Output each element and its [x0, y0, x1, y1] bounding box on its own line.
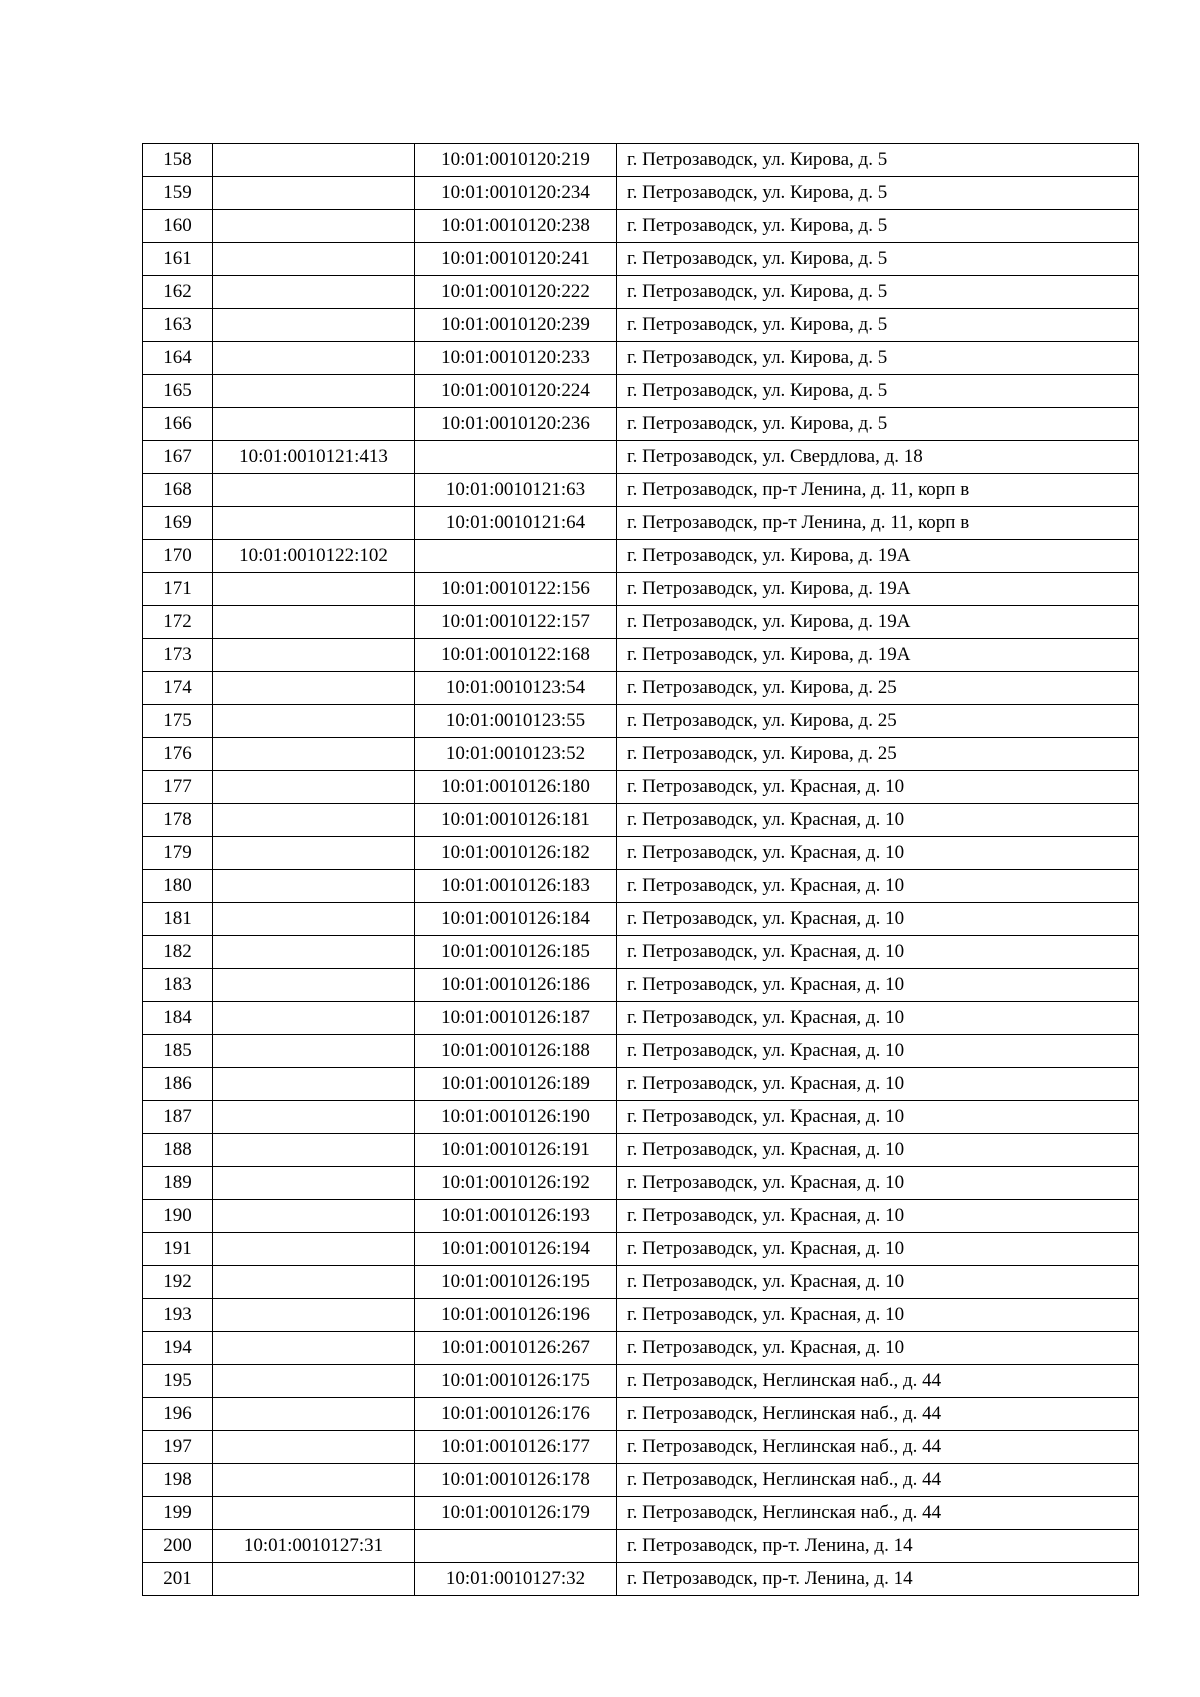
- table-row: [143, 309, 1139, 342]
- parent-cadastral-cell: [213, 1431, 415, 1464]
- parent-cadastral-cell: [213, 1002, 415, 1035]
- parent-cadastral-cell: [213, 144, 415, 177]
- row-number-cell: 196: [143, 1398, 213, 1431]
- table-row: [143, 639, 1139, 672]
- row-number-cell: 199: [143, 1497, 213, 1530]
- parent-cadastral-cell: [213, 771, 415, 804]
- parent-cadastral-cell: [213, 177, 415, 210]
- row-number-cell: 168: [143, 474, 213, 507]
- cadastral-number-cell: 10:01:0010122:168: [415, 639, 617, 672]
- cadastral-number-cell: 10:01:0010126:192: [415, 1167, 617, 1200]
- row-number-cell: 178: [143, 804, 213, 837]
- table-row: [143, 177, 1139, 210]
- row-number-cell: 159: [143, 177, 213, 210]
- row-number-cell: 186: [143, 1068, 213, 1101]
- row-number-cell: 166: [143, 408, 213, 441]
- address-cell: г. Петрозаводск, пр-т. Ленина, д. 14: [617, 1563, 1139, 1596]
- parent-cadastral-cell: [213, 210, 415, 243]
- cadastral-number-cell: 10:01:0010120:219: [415, 144, 617, 177]
- cadastral-number-cell: [415, 1530, 617, 1563]
- row-number-cell: 162: [143, 276, 213, 309]
- row-number-cell: 180: [143, 870, 213, 903]
- parent-cadastral-cell: [213, 507, 415, 540]
- table-row: [143, 738, 1139, 771]
- table-row: [143, 1200, 1139, 1233]
- address-cell: г. Петрозаводск, ул. Кирова, д. 25: [617, 738, 1139, 771]
- address-cell: г. Петрозаводск, пр-т Ленина, д. 11, корп в: [617, 507, 1139, 540]
- parent-cadastral-cell: 10:01:0010127:31: [213, 1530, 415, 1563]
- parent-cadastral-cell: [213, 1035, 415, 1068]
- address-cell: г. Петрозаводск, ул. Кирова, д. 5: [617, 408, 1139, 441]
- row-number-cell: 177: [143, 771, 213, 804]
- table-row: [143, 507, 1139, 540]
- row-number-cell: 172: [143, 606, 213, 639]
- cadastral-number-cell: 10:01:0010126:176: [415, 1398, 617, 1431]
- row-number-cell: 184: [143, 1002, 213, 1035]
- parent-cadastral-cell: [213, 1497, 415, 1530]
- address-cell: г. Петрозаводск, ул. Красная, д. 10: [617, 870, 1139, 903]
- parent-cadastral-cell: [213, 1068, 415, 1101]
- address-cell: г. Петрозаводск, пр-т. Ленина, д. 14: [617, 1530, 1139, 1563]
- address-cell: г. Петрозаводск, пр-т Ленина, д. 11, корп в: [617, 474, 1139, 507]
- table-row: [143, 771, 1139, 804]
- row-number-cell: 173: [143, 639, 213, 672]
- address-cell: г. Петрозаводск, Неглинская наб., д. 44: [617, 1365, 1139, 1398]
- address-cell: г. Петрозаводск, ул. Кирова, д. 5: [617, 342, 1139, 375]
- address-cell: г. Петрозаводск, ул. Кирова, д. 25: [617, 672, 1139, 705]
- table-row: [143, 276, 1139, 309]
- row-number-cell: 174: [143, 672, 213, 705]
- address-cell: г. Петрозаводск, ул. Красная, д. 10: [617, 936, 1139, 969]
- address-cell: г. Петрозаводск, ул. Красная, д. 10: [617, 1200, 1139, 1233]
- address-cell: г. Петрозаводск, ул. Красная, д. 10: [617, 771, 1139, 804]
- table-row: [143, 1365, 1139, 1398]
- parent-cadastral-cell: [213, 309, 415, 342]
- cadastral-number-cell: 10:01:0010126:194: [415, 1233, 617, 1266]
- cadastral-number-cell: 10:01:0010120:233: [415, 342, 617, 375]
- table-row: [143, 837, 1139, 870]
- address-cell: г. Петрозаводск, ул. Красная, д. 10: [617, 1101, 1139, 1134]
- parent-cadastral-cell: [213, 375, 415, 408]
- parent-cadastral-cell: [213, 969, 415, 1002]
- address-cell: г. Петрозаводск, ул. Красная, д. 10: [617, 804, 1139, 837]
- cadastral-number-cell: 10:01:0010126:186: [415, 969, 617, 1002]
- table-row: [143, 1563, 1139, 1596]
- cadastral-number-cell: 10:01:0010126:195: [415, 1266, 617, 1299]
- table-row: [143, 1266, 1139, 1299]
- parent-cadastral-cell: [213, 1167, 415, 1200]
- table-row: [143, 573, 1139, 606]
- cadastral-number-cell: 10:01:0010126:187: [415, 1002, 617, 1035]
- cadastral-number-cell: 10:01:0010126:184: [415, 903, 617, 936]
- cadastral-number-cell: 10:01:0010127:32: [415, 1563, 617, 1596]
- cadastral-number-cell: 10:01:0010126:196: [415, 1299, 617, 1332]
- address-cell: г. Петрозаводск, ул. Кирова, д. 19А: [617, 540, 1139, 573]
- table-row: [143, 144, 1139, 177]
- row-number-cell: 187: [143, 1101, 213, 1134]
- row-number-cell: 175: [143, 705, 213, 738]
- table-row: [143, 1101, 1139, 1134]
- parent-cadastral-cell: [213, 936, 415, 969]
- parent-cadastral-cell: [213, 1365, 415, 1398]
- parent-cadastral-cell: [213, 342, 415, 375]
- table-row: [143, 1299, 1139, 1332]
- row-number-cell: 191: [143, 1233, 213, 1266]
- table-row: [143, 1134, 1139, 1167]
- table-row: [143, 1398, 1139, 1431]
- parent-cadastral-cell: [213, 1332, 415, 1365]
- parent-cadastral-cell: [213, 1464, 415, 1497]
- cadastral-number-cell: 10:01:0010122:156: [415, 573, 617, 606]
- parent-cadastral-cell: [213, 408, 415, 441]
- table-row: [143, 606, 1139, 639]
- table-row: [143, 969, 1139, 1002]
- row-number-cell: 171: [143, 573, 213, 606]
- parent-cadastral-cell: [213, 1200, 415, 1233]
- address-cell: г. Петрозаводск, Неглинская наб., д. 44: [617, 1398, 1139, 1431]
- parent-cadastral-cell: [213, 474, 415, 507]
- table-row: [143, 408, 1139, 441]
- address-cell: г. Петрозаводск, ул. Кирова, д. 5: [617, 243, 1139, 276]
- parent-cadastral-cell: 10:01:0010122:102: [213, 540, 415, 573]
- cadastral-number-cell: 10:01:0010123:54: [415, 672, 617, 705]
- table-row: [143, 1464, 1139, 1497]
- cadastral-number-cell: 10:01:0010121:63: [415, 474, 617, 507]
- address-cell: г. Петрозаводск, ул. Красная, д. 10: [617, 1167, 1139, 1200]
- row-number-cell: 188: [143, 1134, 213, 1167]
- address-cell: г. Петрозаводск, ул. Кирова, д. 19А: [617, 639, 1139, 672]
- parent-cadastral-cell: [213, 903, 415, 936]
- table-row: [143, 243, 1139, 276]
- parent-cadastral-cell: [213, 243, 415, 276]
- cadastral-number-cell: 10:01:0010120:234: [415, 177, 617, 210]
- address-cell: г. Петрозаводск, ул. Кирова, д. 5: [617, 276, 1139, 309]
- cadastral-number-cell: 10:01:0010126:190: [415, 1101, 617, 1134]
- parent-cadastral-cell: 10:01:0010121:413: [213, 441, 415, 474]
- row-number-cell: 161: [143, 243, 213, 276]
- address-cell: г. Петрозаводск, Неглинская наб., д. 44: [617, 1497, 1139, 1530]
- cadastral-number-cell: 10:01:0010120:238: [415, 210, 617, 243]
- parent-cadastral-cell: [213, 1299, 415, 1332]
- row-number-cell: 185: [143, 1035, 213, 1068]
- row-number-cell: 164: [143, 342, 213, 375]
- address-cell: г. Петрозаводск, ул. Красная, д. 10: [617, 1035, 1139, 1068]
- cadastral-number-cell: 10:01:0010126:182: [415, 837, 617, 870]
- address-cell: г. Петрозаводск, ул. Красная, д. 10: [617, 1068, 1139, 1101]
- cadastral-number-cell: 10:01:0010121:64: [415, 507, 617, 540]
- table-row: [143, 903, 1139, 936]
- cadastral-number-cell: 10:01:0010126:267: [415, 1332, 617, 1365]
- row-number-cell: 160: [143, 210, 213, 243]
- cadastral-number-cell: 10:01:0010126:193: [415, 1200, 617, 1233]
- row-number-cell: 200: [143, 1530, 213, 1563]
- row-number-cell: 183: [143, 969, 213, 1002]
- cadastral-number-cell: 10:01:0010126:185: [415, 936, 617, 969]
- table-row: [143, 375, 1139, 408]
- table-row: [143, 1233, 1139, 1266]
- row-number-cell: 190: [143, 1200, 213, 1233]
- row-number-cell: 195: [143, 1365, 213, 1398]
- table-row: [143, 1530, 1139, 1563]
- row-number-cell: 179: [143, 837, 213, 870]
- parent-cadastral-cell: [213, 573, 415, 606]
- address-cell: г. Петрозаводск, ул. Кирова, д. 5: [617, 309, 1139, 342]
- cadastral-number-cell: 10:01:0010126:179: [415, 1497, 617, 1530]
- row-number-cell: 189: [143, 1167, 213, 1200]
- parent-cadastral-cell: [213, 1266, 415, 1299]
- address-cell: г. Петрозаводск, ул. Красная, д. 10: [617, 969, 1139, 1002]
- row-number-cell: 198: [143, 1464, 213, 1497]
- address-cell: г. Петрозаводск, Неглинская наб., д. 44: [617, 1431, 1139, 1464]
- address-cell: г. Петрозаводск, ул. Кирова, д. 5: [617, 177, 1139, 210]
- table-row: [143, 1068, 1139, 1101]
- table-row: [143, 672, 1139, 705]
- parent-cadastral-cell: [213, 1563, 415, 1596]
- address-cell: г. Петрозаводск, Неглинская наб., д. 44: [617, 1464, 1139, 1497]
- address-cell: г. Петрозаводск, ул. Красная, д. 10: [617, 903, 1139, 936]
- cadastral-table: [142, 143, 1139, 1596]
- address-cell: г. Петрозаводск, ул. Кирова, д. 25: [617, 705, 1139, 738]
- parent-cadastral-cell: [213, 870, 415, 903]
- parent-cadastral-cell: [213, 1398, 415, 1431]
- address-cell: г. Петрозаводск, ул. Красная, д. 10: [617, 1233, 1139, 1266]
- cadastral-number-cell: 10:01:0010126:188: [415, 1035, 617, 1068]
- parent-cadastral-cell: [213, 705, 415, 738]
- cadastral-number-cell: 10:01:0010120:236: [415, 408, 617, 441]
- row-number-cell: 165: [143, 375, 213, 408]
- parent-cadastral-cell: [213, 1134, 415, 1167]
- address-cell: г. Петрозаводск, ул. Красная, д. 10: [617, 1299, 1139, 1332]
- parent-cadastral-cell: [213, 639, 415, 672]
- row-number-cell: 201: [143, 1563, 213, 1596]
- parent-cadastral-cell: [213, 276, 415, 309]
- cadastral-number-cell: 10:01:0010126:175: [415, 1365, 617, 1398]
- row-number-cell: 158: [143, 144, 213, 177]
- address-cell: г. Петрозаводск, ул. Кирова, д. 19А: [617, 606, 1139, 639]
- address-cell: г. Петрозаводск, ул. Красная, д. 10: [617, 1266, 1139, 1299]
- table-row: [143, 210, 1139, 243]
- parent-cadastral-cell: [213, 738, 415, 771]
- table-row: [143, 804, 1139, 837]
- cadastral-number-cell: 10:01:0010126:191: [415, 1134, 617, 1167]
- table-row: [143, 441, 1139, 474]
- cadastral-number-cell: 10:01:0010126:181: [415, 804, 617, 837]
- row-number-cell: 167: [143, 441, 213, 474]
- address-cell: г. Петрозаводск, ул. Кирова, д. 5: [617, 144, 1139, 177]
- table-row: [143, 540, 1139, 573]
- table-row: [143, 342, 1139, 375]
- parent-cadastral-cell: [213, 1233, 415, 1266]
- cadastral-number-cell: [415, 441, 617, 474]
- cadastral-number-cell: 10:01:0010123:55: [415, 705, 617, 738]
- row-number-cell: 170: [143, 540, 213, 573]
- address-cell: г. Петрозаводск, ул. Кирова, д. 5: [617, 210, 1139, 243]
- row-number-cell: 169: [143, 507, 213, 540]
- table-row: [143, 1167, 1139, 1200]
- address-cell: г. Петрозаводск, ул. Свердлова, д. 18: [617, 441, 1139, 474]
- parent-cadastral-cell: [213, 672, 415, 705]
- cadastral-number-cell: 10:01:0010126:183: [415, 870, 617, 903]
- cadastral-number-cell: 10:01:0010126:177: [415, 1431, 617, 1464]
- cadastral-number-cell: 10:01:0010123:52: [415, 738, 617, 771]
- cadastral-number-cell: 10:01:0010120:241: [415, 243, 617, 276]
- cadastral-number-cell: 10:01:0010126:189: [415, 1068, 617, 1101]
- cadastral-number-cell: 10:01:0010126:180: [415, 771, 617, 804]
- cadastral-number-cell: 10:01:0010120:239: [415, 309, 617, 342]
- address-cell: г. Петрозаводск, ул. Красная, д. 10: [617, 837, 1139, 870]
- address-cell: г. Петрозаводск, ул. Красная, д. 10: [617, 1332, 1139, 1365]
- table-row: [143, 1431, 1139, 1464]
- parent-cadastral-cell: [213, 606, 415, 639]
- cadastral-number-cell: 10:01:0010120:222: [415, 276, 617, 309]
- row-number-cell: 163: [143, 309, 213, 342]
- row-number-cell: 181: [143, 903, 213, 936]
- table-row: [143, 1002, 1139, 1035]
- cadastral-number-cell: 10:01:0010122:157: [415, 606, 617, 639]
- row-number-cell: 194: [143, 1332, 213, 1365]
- table-row: [143, 1497, 1139, 1530]
- row-number-cell: 192: [143, 1266, 213, 1299]
- row-number-cell: 182: [143, 936, 213, 969]
- table-row: [143, 1332, 1139, 1365]
- row-number-cell: 193: [143, 1299, 213, 1332]
- row-number-cell: 197: [143, 1431, 213, 1464]
- table-row: [143, 1035, 1139, 1068]
- table-body: [143, 144, 1139, 1596]
- address-cell: г. Петрозаводск, ул. Кирова, д. 19А: [617, 573, 1139, 606]
- table-row: [143, 474, 1139, 507]
- row-number-cell: 176: [143, 738, 213, 771]
- cadastral-number-cell: [415, 540, 617, 573]
- table-row: [143, 705, 1139, 738]
- table-row: [143, 936, 1139, 969]
- cadastral-number-cell: 10:01:0010126:178: [415, 1464, 617, 1497]
- address-cell: г. Петрозаводск, ул. Кирова, д. 5: [617, 375, 1139, 408]
- table-row: [143, 870, 1139, 903]
- cadastral-number-cell: 10:01:0010120:224: [415, 375, 617, 408]
- address-cell: г. Петрозаводск, ул. Красная, д. 10: [617, 1134, 1139, 1167]
- parent-cadastral-cell: [213, 804, 415, 837]
- parent-cadastral-cell: [213, 1101, 415, 1134]
- address-cell: г. Петрозаводск, ул. Красная, д. 10: [617, 1002, 1139, 1035]
- parent-cadastral-cell: [213, 837, 415, 870]
